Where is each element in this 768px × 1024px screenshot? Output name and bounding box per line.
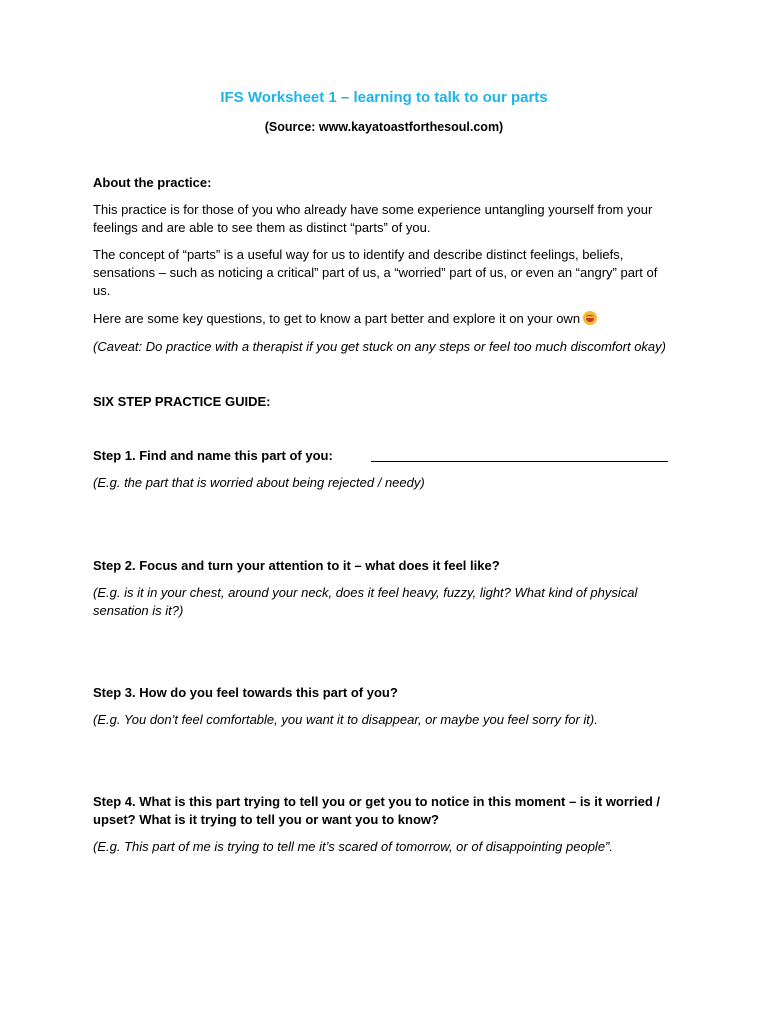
guide-heading: SIX STEP PRACTICE GUIDE:	[93, 394, 271, 409]
caveat-text: (Caveat: Do practice with a therapist if you get stuck on any steps or feel too much discomfort okay)	[93, 339, 666, 354]
step-1-answer-line[interactable]	[371, 447, 668, 462]
step-4-title: Step 4. What is this part trying to tell you or get you to notice in this moment – is it worried / upset? What is it trying to tell you or want you to know?	[93, 794, 660, 827]
intro-paragraph-3	[93, 310, 678, 328]
step-1-title: Step 1. Find and name this part of you:	[93, 448, 333, 463]
intro-paragraph-1: This practice is for those of you who already have some experience untangling yourself from your feelings and are able to see them as distinct “parts” of you.	[93, 202, 653, 235]
intro-paragraph-2: The concept of “parts” is a useful way for us to identify and describe distinct feelings, beliefs, sensations – such as noticing a critical” part of us, a “worried” part of us, or even an “angry” part of us.	[93, 247, 658, 298]
intro-paragraph-3-text: Here are some key questions, to get to know a part better and explore it on your own	[93, 311, 581, 326]
source-line: (Source: www.kayatoastforthesoul.com)	[264, 120, 504, 134]
step-2-title: Step 2. Focus and turn your attention to it – what does it feel like?	[93, 558, 500, 573]
step-2-example: (E.g. is it in your chest, around your neck, does it feel heavy, fuzzy, light? What kind of physical sensation is it?)	[93, 585, 638, 618]
worksheet-title: IFS Worksheet 1 – learning to talk to our parts	[220, 89, 548, 106]
about-heading: About the practice:	[93, 175, 212, 190]
step-1-example: (E.g. the part that is worried about being rejected / needy)	[93, 475, 425, 490]
step-4-example: (E.g. This part of me is trying to tell me it’s scared of tomorrow, or of disappointing people”.	[93, 839, 613, 854]
step-3-example: (E.g. You don’t feel comfortable, you want it to disappear, or maybe you feel sorry for it).	[93, 712, 598, 727]
smiling-face-icon	[583, 311, 597, 325]
step-3-title: Step 3. How do you feel towards this part of you?	[93, 685, 398, 700]
